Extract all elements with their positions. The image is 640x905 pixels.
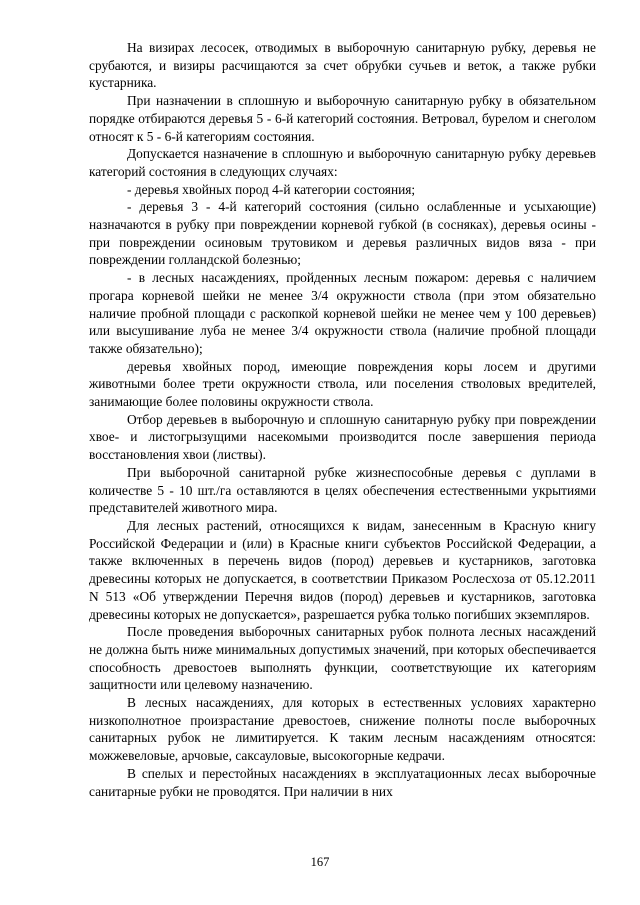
body-text: [89, 39, 596, 800]
page-number: 167: [310, 855, 330, 869]
paragraph: В спелых и перестойных насаждениях в эксплуатационных лесах выборочные санитарные рубки не проводятся. При наличии в них: [89, 765, 596, 799]
list-item: - деревья хвойных пород 4-й категории состояния;: [127, 181, 416, 197]
paragraph: Допускается назначение в сплошную и выборочную санитарную рубку деревьев категорий состояния в следующих случаях:: [89, 146, 596, 179]
paragraph: Отбор деревьев в выборочную и сплошную санитарную рубку при повреждении хвое- и листогрызущими насекомыми производится после завершения периода восстановления хвои (листвы).: [89, 411, 596, 463]
paragraph: При назначении в сплошную и выборочную санитарную рубку в обязательном порядке отбираются деревья 5 - 6-й категорий состояния. Ветровал, бурелом и снеголом относят к 5 - 6-й категориям состояния.: [89, 93, 596, 144]
paragraph: деревья хвойных пород, имеющие повреждения коры лосем и другими животными более трети окружности ствола, или поселения стволовых вредителей, занимающие более половины окружности ствола.: [89, 358, 596, 410]
paragraph: При выборочной санитарной рубке жизнеспособные деревья с дуплами в количестве 5 - 10 шт./га оставляются в целях обеспечения естественными укрытиями представителей животного мира.: [89, 464, 596, 516]
paragraph: Для лесных растений, относящихся к видам, занесенным в Красную книгу Российской Федерации и (или) в Красные книги субъектов Российской Федерации, а также включенных в перечень видов (пород) деревьев и кустарников, заготовка древесины которых не допускается, в соответствии Приказом Рослесхоза от 05.12.2011 N 513 «Об утверждении Перечня видов (пород) деревьев и кустарников, заготовка древесины которых не допускается», разрешается рубка только погибших экземпляров.: [89, 517, 596, 622]
paragraph: В лесных насаждениях, для которых в естественных условиях характерно низкополнотное произрастание древостоев, снижение полноты после выборочных санитарных рубок не лимитируется. К таким лесным насаждениям относятся: можжевеловые, арчовые, саксауловые, высокогорные кедрачи.: [89, 695, 596, 764]
paragraph: После проведения выборочных санитарных рубок полнота лесных насаждений не должна быть ниже минимальных допустимых значений, при которых обеспечивается способность древостоев выполнять функции, соответствующие их категориям защитности или целевому назначению.: [89, 624, 596, 693]
paragraph: На визирах лесосек, отводимых в выборочную санитарную рубку, деревья не срубаются, и визиры расчищаются за счет обрубки сучьев и веток, а также рубки кустарника.: [89, 40, 596, 91]
list-item: - в лесных насаждениях, пройденных лесным пожаром: деревья с наличием прогара корневой шейки не менее 3/4 окружности ствола (при этом обязательно наличие пробной площади с раскопкой корневой шейки не менее чем у 100 деревьев) или высушивание луба не менее 3/4 окружности ствола (наличие пробной площади также обязательно);: [89, 270, 596, 356]
list-item: - деревья 3 - 4-й категорий состояния (сильно ослабленные и усыхающие) назначаются в рубку при повреждении корневой губкой (в сосняках), деревья осины - при повреждении осиновым трутовиком и деревья различных видов вяза - при повреждении голландской болезнью;: [89, 199, 596, 268]
